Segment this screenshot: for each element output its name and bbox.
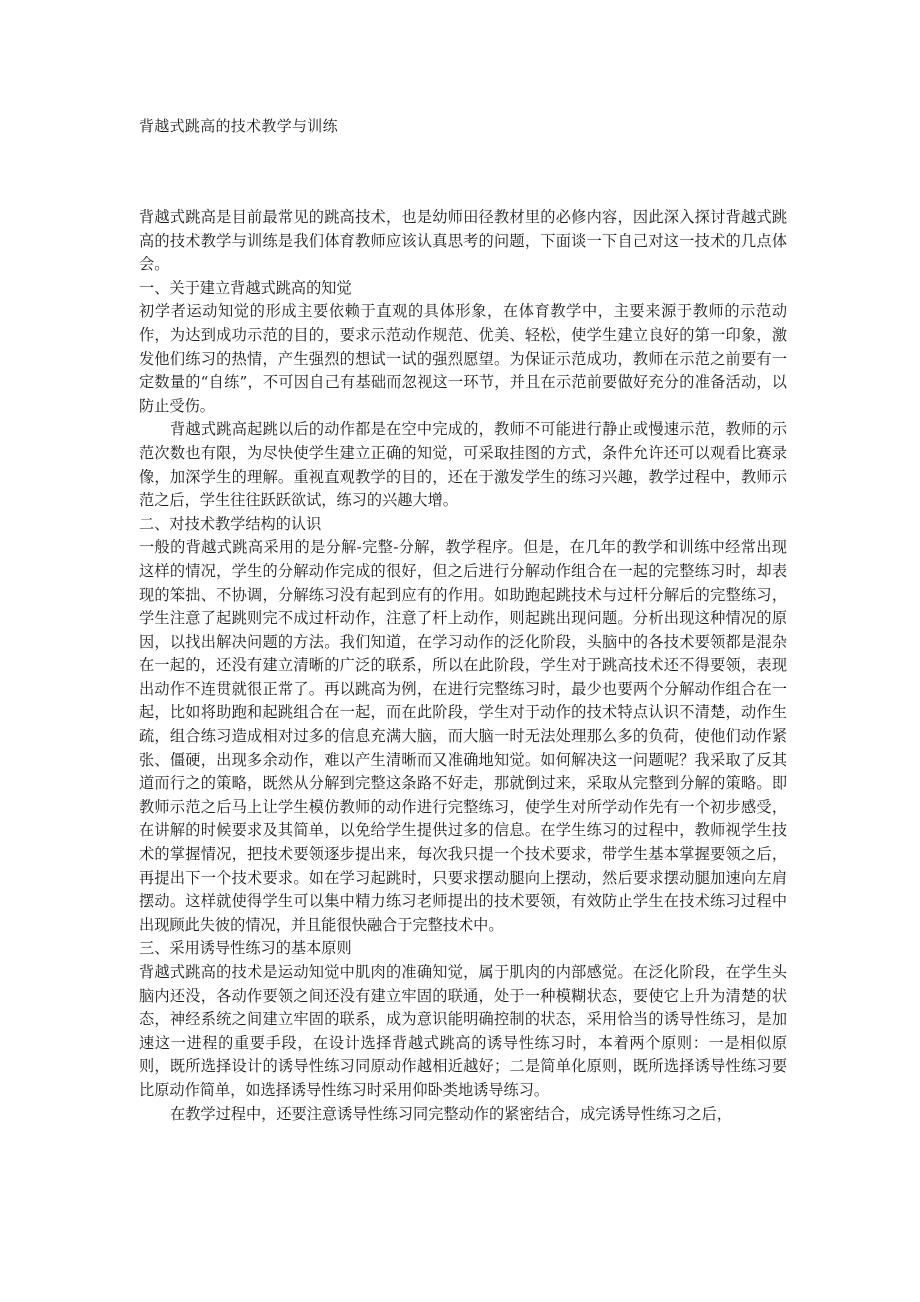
section-2-heading: 二、对技术教学结构的认识	[139, 514, 322, 533]
section-3-paragraph-1: 背越式跳高的技术是运动知觉中肌肉的准确知觉，属于肌肉的内部感觉。在泛化阶段，在学生头脑内还没，各动作要领之间还没有建立牢固的联通，处于一种模糊状态，要使它上升为清楚的状态，神经系统之间建立牢固的联系，成为意识能明确控制的状态，采用恰当的诱导性练习，是加速这一进程的重要手段，在设计选择背越式跳高的诱导性练习时，本着两个原则：一是相似原则，既所选择设计的诱导性练习同原动作越相近越好；二是简单化原则，既所选择诱导性练习要比原动作简单，如选择诱导性练习时采用仰卧类地诱导练习。	[139, 963, 787, 1099]
section-1-heading: 一、关于建立背越式跳高的知觉	[139, 278, 352, 297]
document-body	[139, 206, 787, 1126]
section-1-paragraph-2: 背越式跳高起跳以后的动作都是在空中完成的，教师不可能进行静止或慢速示范，教师的示范次数也有限，为尽快使学生建立正确的知觉，可采取挂图的方式，条件允许还可以观看比赛录像，加深学生的理解。重视直观教学的目的，还在于激发学生的练习兴趣，教学过程中，教师示范之后，学生往往跃跃欲试，练习的兴趣大增。	[139, 420, 787, 510]
section-2-paragraph-1: 一般的背越式跳高采用的是分解-完整-分解，教学程序。但是，在几年的教学和训练中经常出现这样的情况，学生的分解动作完成的很好，但之后进行分解动作组合在一起的完整练习时，却表现的笨拙、不协调，分解练习没有起到应有的作用。如助跑起跳技术与过杆分解后的完整练习，学生注意了起跳则完不成过杆动作，注意了杆上动作，则起跳出现问题。分析出现这种情况的原因，以找出解决问题的方法。我们知道，在学习动作的泛化阶段，头脑中的各技术要领都是混杂在一起的，还没有建立清晰的广泛的联系，所以在此阶段，学生对于跳高技术还不得要领，表现出动作不连贯就很正常了。再以跳高为例，在进行完整练习时，最少也要两个分解动作组合在一起，比如将助跑和起跳组合在一起，而在此阶段，学生对于动作的技术特点认识不清楚，动作生疏，组合练习造成相对过多的信息充满大脑，而大脑一时无法处理那么多的负荷，使他们动作紧张、僵硬，出现多余动作，难以产生清晰而又准确地知觉。如何解决这一问题呢？我采取了反其道而行之的策略，既然从分解到完整这条路不好走，那就倒过来，采取从完整到分解的策略。即教师示范之后马上让学生模仿教师的动作进行完整练习，使学生对所学动作先有一个初步感受，在讲解的时候要求及其简单，以免给学生提供过多的信息。在学生练习的过程中，教师视学生技术的掌握情况，把技术要领逐步提出来，每次我只提一个技术要求，带学生基本掌握要领之后，再提出下一个技术要求。如在学习起跳时，只要求摆动腿向上摆动，然后要求摆动腿加速向左肩摆动。这样就使得学生可以集中精力练习老师提出的技术要领，有效防止学生在技术练习过程中出现顾此失彼的情况，并且能很快融合于完整技术中。	[139, 538, 787, 934]
section-3-heading: 三、采用诱导性练习的基本原则	[139, 939, 352, 958]
document-title: 背越式跳高的技术教学与训练	[139, 117, 338, 135]
section-3-paragraph-2: 在教学过程中，还要注意诱导性练习同完整动作的紧密结合，成完诱导性练习之后，	[170, 1104, 732, 1123]
section-1-paragraph-1: 初学者运动知觉的形成主要依赖于直观的具体形象，在体育教学中，主要来源于教师的示范动作，为达到成功示范的目的，要求示范动作规范、优美、轻松，使学生建立良好的第一印象，激发他们练习的热情，产生强烈的想试一试的强烈愿望。为保证示范成功，教师在示范之前要有一定数量的“自练”，不可因自己有基础而忽视这一环节，并且在示范前要做好充分的准备活动，以防止受伤。	[139, 302, 787, 415]
intro-paragraph: 背越式跳高是目前最常见的跳高技术，也是幼师田径教材里的必修内容，因此深入探讨背越式跳高的技术教学与训练是我们体育教师应该认真思考的问题，下面谈一下自己对这一技术的几点体会。	[139, 208, 787, 274]
